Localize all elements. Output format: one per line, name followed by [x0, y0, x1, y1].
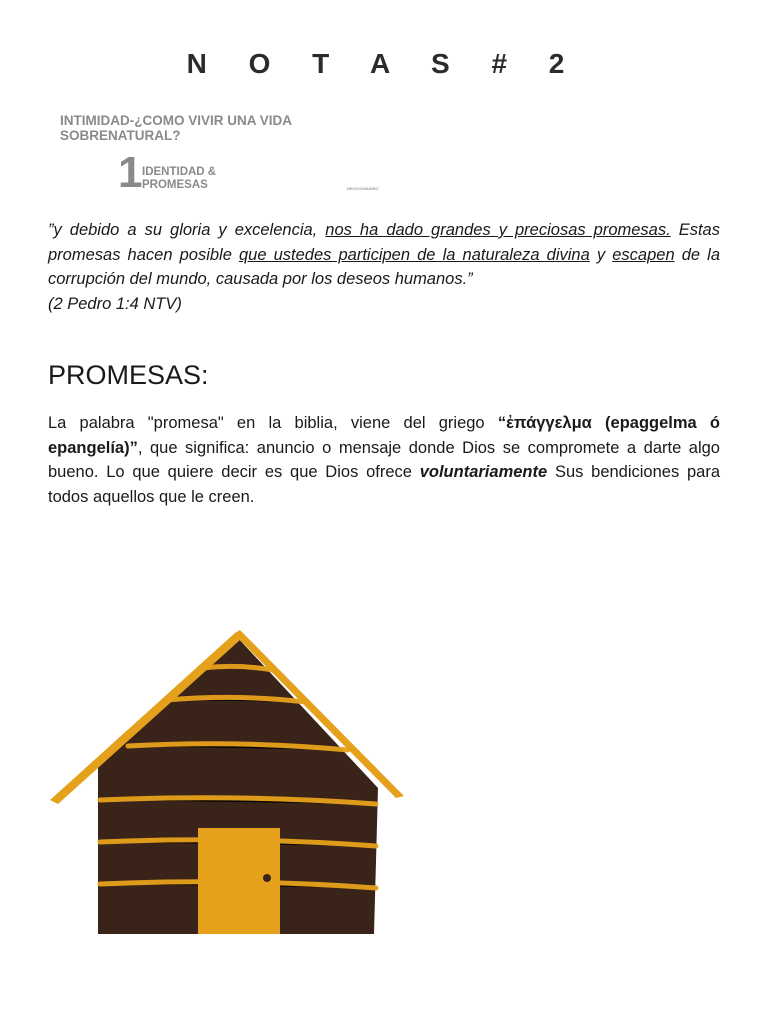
quote-text-2: Estas promesas hacen posible: [48, 221, 720, 264]
section-paragraph: [48, 411, 720, 509]
para-text-3: Sus bendiciones para todos aquellos que le creen.: [48, 463, 720, 506]
quote-underline-1: nos ha dado grandes y preciosas promesas.: [325, 221, 671, 239]
series-title: INTIMIDAD-¿COMO VIVIR UNA VIDA SOBRENATURAL?: [60, 113, 292, 143]
para-text-2: , que significa: anuncio o mensaje donde Dios se compromete a darte algo bueno. Lo que quiere decir es que Dios ofrece: [48, 438, 720, 481]
page-title: N O T A S # 2: [186, 48, 582, 79]
quote-reference: (2 Pedro 1:4 NTV): [48, 294, 182, 313]
quote-text-1: ”y debido a su gloria y excelencia,: [48, 221, 326, 239]
quote-underline-2: que ustedes participen de la naturaleza divina: [238, 245, 590, 264]
tiny-label: DEVOCIONARIO: [347, 186, 379, 191]
issue-title: IDENTIDAD & PROMESAS: [142, 166, 217, 191]
section-heading: PROMESAS:: [48, 360, 209, 390]
house-illustration: [48, 628, 408, 938]
series-brand: [60, 113, 379, 197]
para-bold-italic: voluntariamente: [419, 463, 548, 481]
door-knob: [263, 874, 271, 882]
scripture-quote: [48, 218, 720, 316]
quote-underline-3: escapen: [612, 245, 675, 264]
para-text-1: La palabra "promesa" en la biblia, viene del griego: [48, 414, 498, 432]
quote-text-3: y: [589, 245, 613, 264]
para-bold-greek: “ἐπάγγελμα (epaggelma ó epangelía)”: [48, 414, 721, 457]
quote-text-4: de la corrupción del mundo, causada por los deseos humanos.”: [48, 245, 721, 288]
issue-number: 1: [118, 148, 143, 197]
